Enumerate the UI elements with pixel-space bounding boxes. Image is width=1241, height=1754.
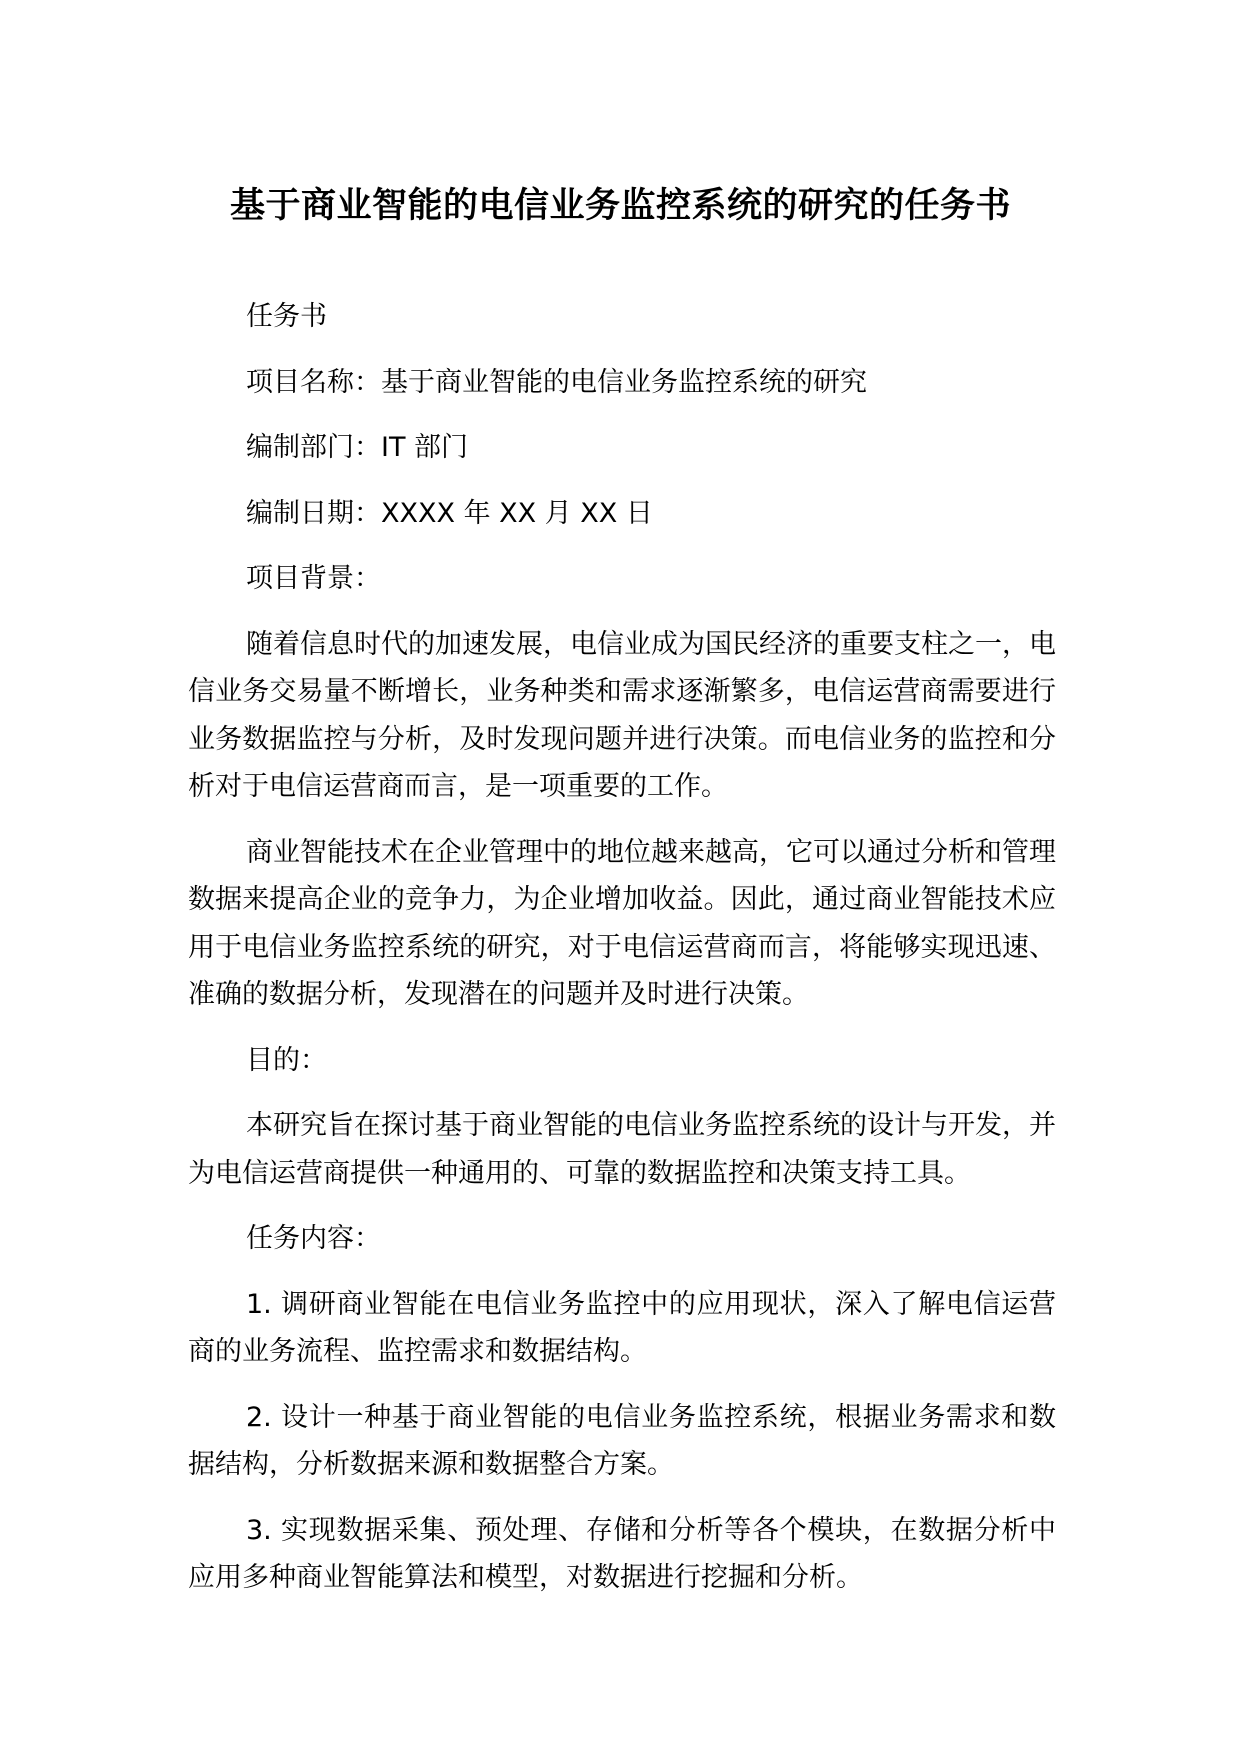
background-paragraph: 随着信息时代的加速发展，电信业成为国民经济的重要支柱之一，电信业务交易量不断增长，业务种类和需求逐渐繁多，电信运营商需要进行业务数据监控与分析，及时发现问题并进行决策。而电信业务的监控和分析对于电信运营商而言，是一项重要的工作。 [188,628,1056,802]
task-item: 1. 调研商业智能在电信业务监控中的应用现状，深入了解电信运营商的业务流程、监控需求和数据结构。 [188,1288,1056,1367]
project-name-line: 项目名称：基于商业智能的电信业务监控系统的研究 [246,366,867,398]
purpose-paragraph: 本研究旨在探讨基于商业智能的电信业务监控系统的设计与开发，并为电信运营商提供一种通用的、可靠的数据监控和决策支持工具。 [188,1110,1056,1189]
background-paragraph: 商业智能技术在企业管理中的地位越来越高，它可以通过分析和管理数据来提高企业的竞争力，为企业增加收益。因此，通过商业智能技术应用于电信业务监控系统的研究，对于电信运营商而言，将能够实现迅速、准确的数据分析，发现潜在的问题并及时进行决策。 [188,836,1056,1010]
department-line: 编制部门：IT 部门 [246,432,469,463]
task-book-label: 任务书 [246,301,327,332]
purpose-heading: 目的： [246,1044,327,1076]
background-heading: 项目背景： [246,563,381,594]
tasks-heading: 任务内容： [246,1223,381,1254]
document-body [188,293,1056,1620]
document-title: 基于商业智能的电信业务监控系统的研究的任务书 [229,186,1011,226]
task-item: 3. 实现数据采集、预处理、存储和分析等各个模块，在数据分析中应用多种商业智能算法和模型，对数据进行挖掘和分析。 [188,1514,1056,1593]
task-item: 2. 设计一种基于商业智能的电信业务监控系统，根据业务需求和数据结构，分析数据来源和数据整合方案。 [188,1401,1056,1480]
date-line: 编制日期：XXXX 年 XX 月 XX 日 [246,497,653,529]
